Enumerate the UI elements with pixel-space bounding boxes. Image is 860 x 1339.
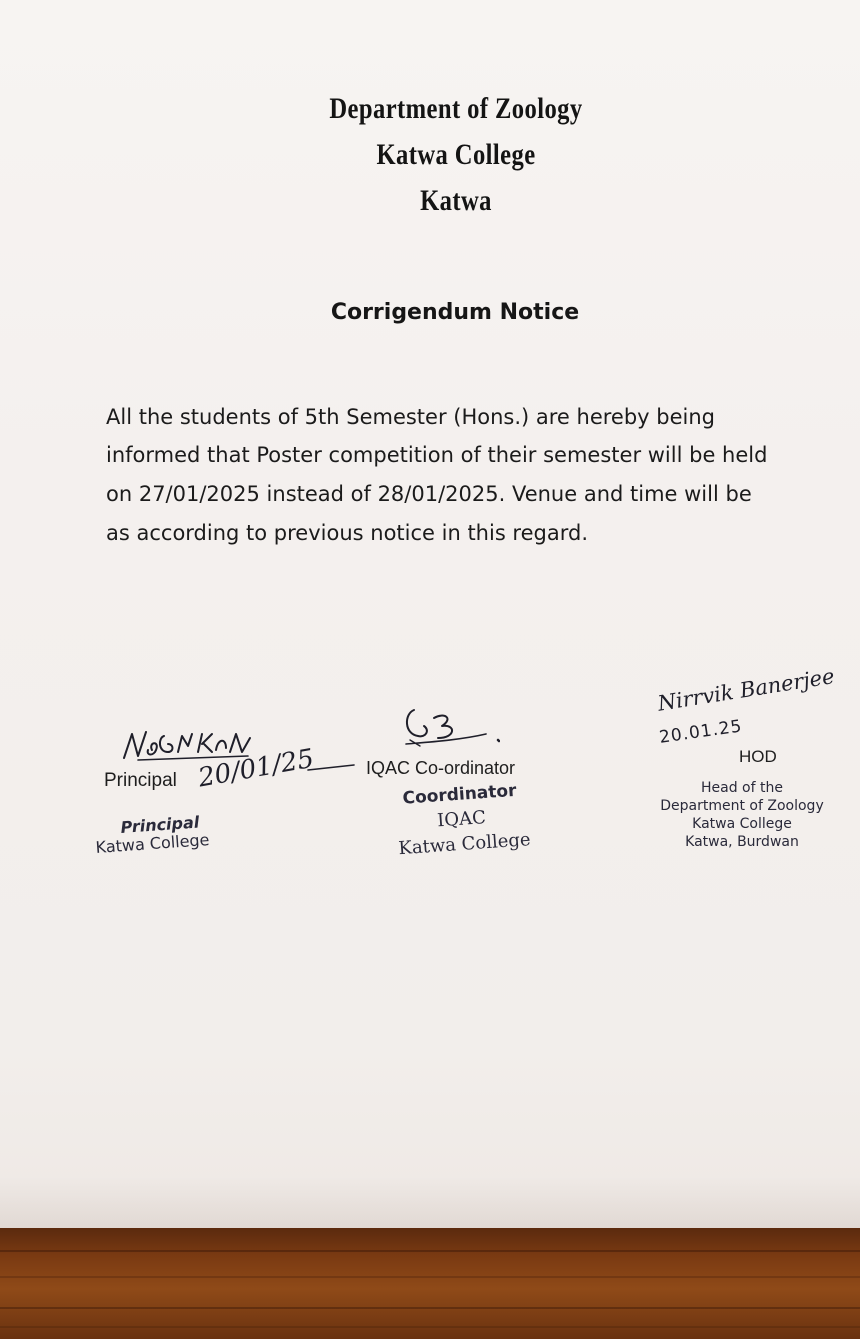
principal-stamp-org: Katwa College — [95, 830, 211, 857]
iqac-signature — [400, 700, 500, 752]
iqac-stamp-line-2: IQAC — [436, 807, 487, 832]
iqac-label: IQAC Co-ordinator — [366, 758, 516, 778]
notice-body-line-1: All the students of 5th Semester (Hons.) are hereby being — [106, 405, 716, 429]
department-name: Department of Zoology — [329, 92, 583, 125]
hod-handwritten-date: 20.01.25 — [658, 716, 744, 748]
hod-stamp-line-2: Department of Zoology — [660, 798, 824, 814]
principal-stamp-title: Principal — [120, 812, 200, 837]
notice-body-line-3: on 27/01/2025 instead of 28/01/2025. Venue and time will be — [106, 482, 752, 506]
hod-handwritten-name: Nirrvik Banerjee — [656, 664, 837, 716]
notice-body-line-4: as according to previous notice in this regard. — [106, 521, 588, 545]
hod-stamp-line-3: Katwa College — [692, 816, 792, 832]
iqac-stamp-line-1: Coordinator — [401, 780, 518, 809]
college-place: Katwa — [420, 184, 492, 217]
hod-stamp-line-4: Katwa, Burdwan — [685, 834, 799, 850]
principal-handwritten-date: 20/01/25 — [196, 743, 317, 794]
hod-stamp-line-1: Head of the — [701, 780, 783, 796]
iqac-stamp-line-3: Katwa College — [397, 829, 532, 860]
wooden-table-surface — [0, 1228, 860, 1339]
notice-title: Corrigendum Notice — [330, 300, 580, 325]
principal-label: Principal — [104, 770, 177, 791]
college-name: Katwa College — [376, 138, 536, 171]
hod-label: HOD — [739, 747, 777, 766]
principal-date-underline — [306, 762, 356, 774]
notice-body-line-2: informed that Poster competition of their semester will be held — [106, 443, 768, 467]
